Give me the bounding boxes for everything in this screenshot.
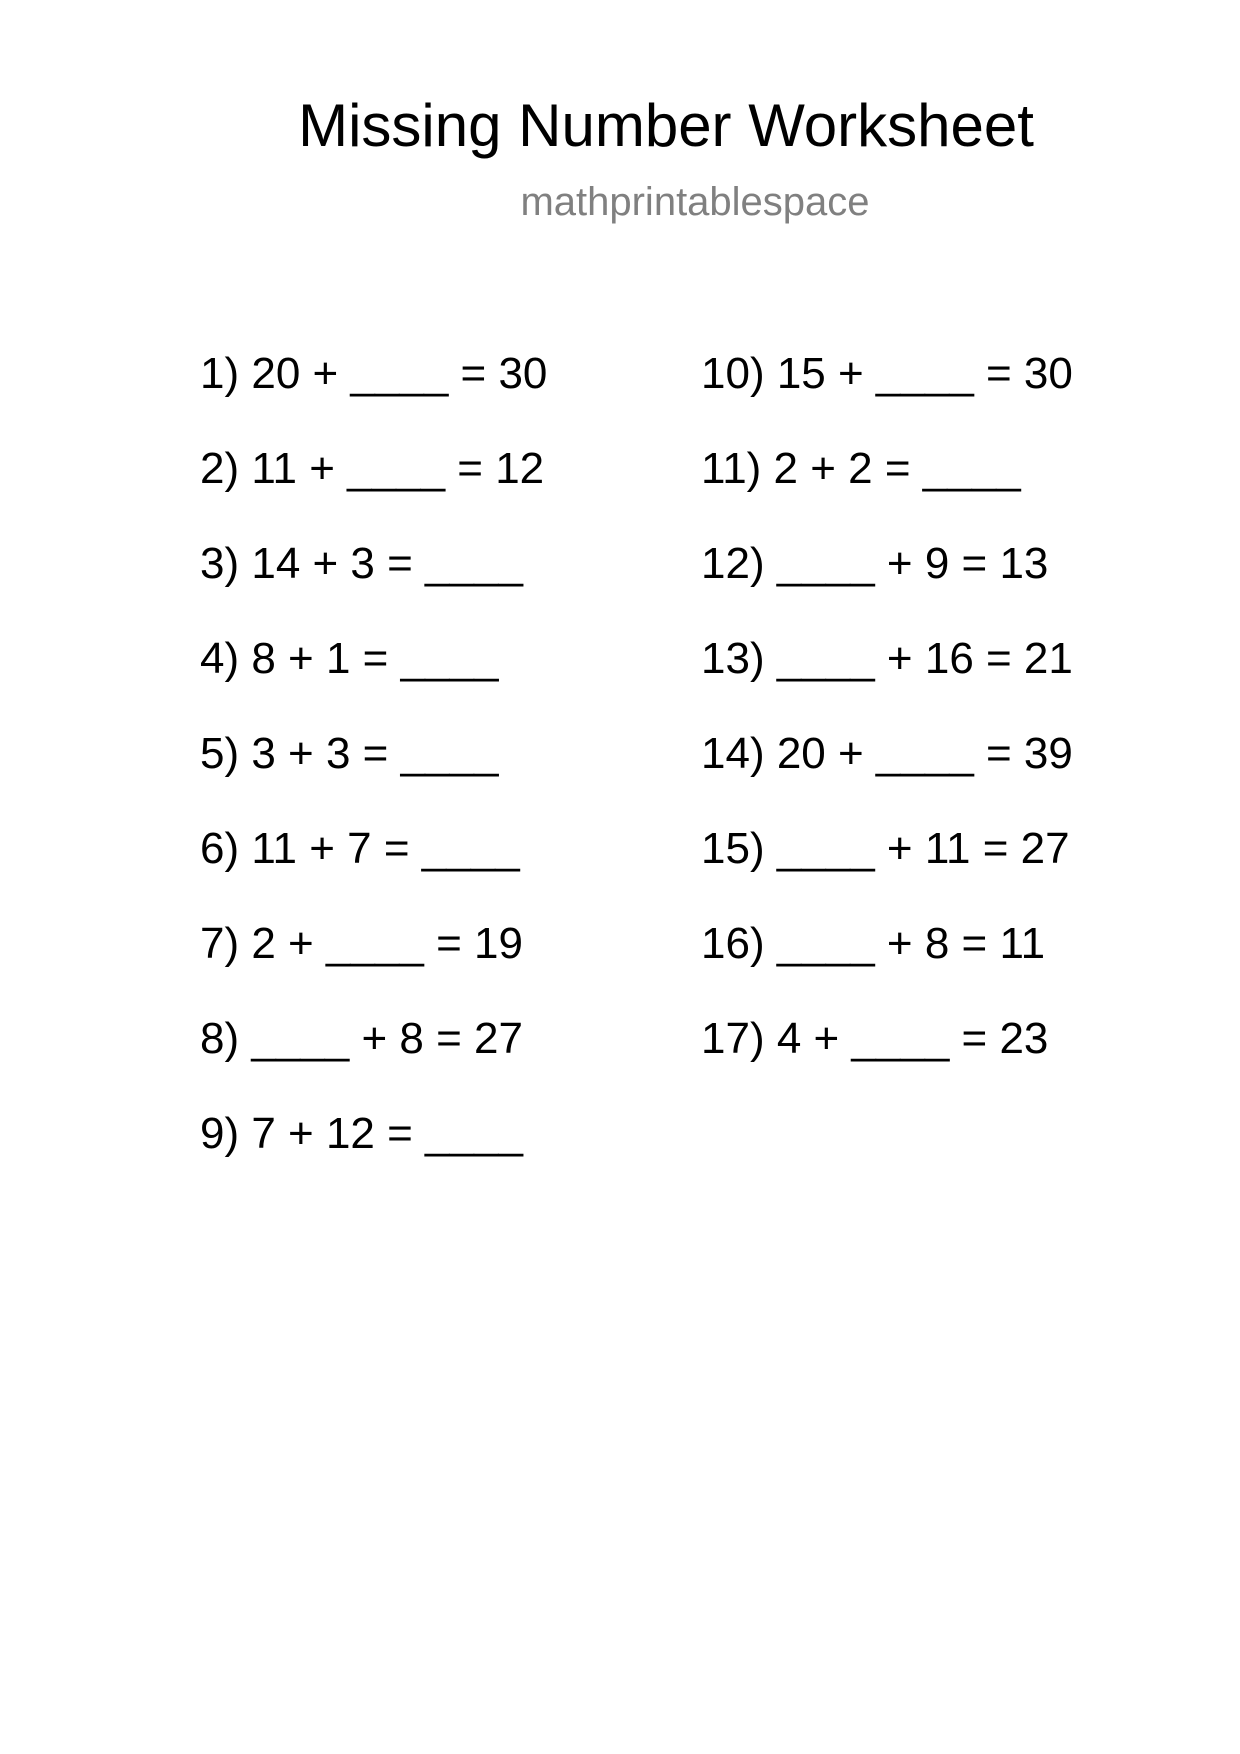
problem: 4) 8 + 1 = ____ xyxy=(200,634,499,683)
problem: 16) ____ + 8 = 11 xyxy=(701,919,1046,968)
problem: 11) 2 + 2 = ____ xyxy=(701,444,1021,493)
problem: 7) 2 + ____ = 19 xyxy=(200,919,523,968)
problem: 6) 11 + 7 = ____ xyxy=(200,824,520,873)
problem: 1) 20 + ____ = 30 xyxy=(200,349,548,398)
problem: 15) ____ + 11 = 27 xyxy=(701,824,1070,873)
problem: 5) 3 + 3 = ____ xyxy=(200,729,499,778)
problems-left-column xyxy=(200,349,548,1207)
problem: 14) 20 + ____ = 39 xyxy=(701,729,1073,778)
problem: 2) 11 + ____ = 12 xyxy=(200,444,545,493)
problem: 8) ____ + 8 = 27 xyxy=(200,1014,523,1063)
problem: 17) 4 + ____ = 23 xyxy=(701,1014,1049,1063)
subtitle: mathprintablespace xyxy=(520,180,870,224)
problem: 10) 15 + ____ = 30 xyxy=(701,349,1073,398)
problem: 9) 7 + 12 = ____ xyxy=(200,1109,523,1158)
problem: 13) ____ + 16 = 21 xyxy=(701,634,1073,683)
problems-right-column xyxy=(701,349,1073,1112)
problem: 3) 14 + 3 = ____ xyxy=(200,539,523,588)
problem: 12) ____ + 9 = 13 xyxy=(701,539,1049,588)
page-title: Missing Number Worksheet xyxy=(298,92,1034,159)
